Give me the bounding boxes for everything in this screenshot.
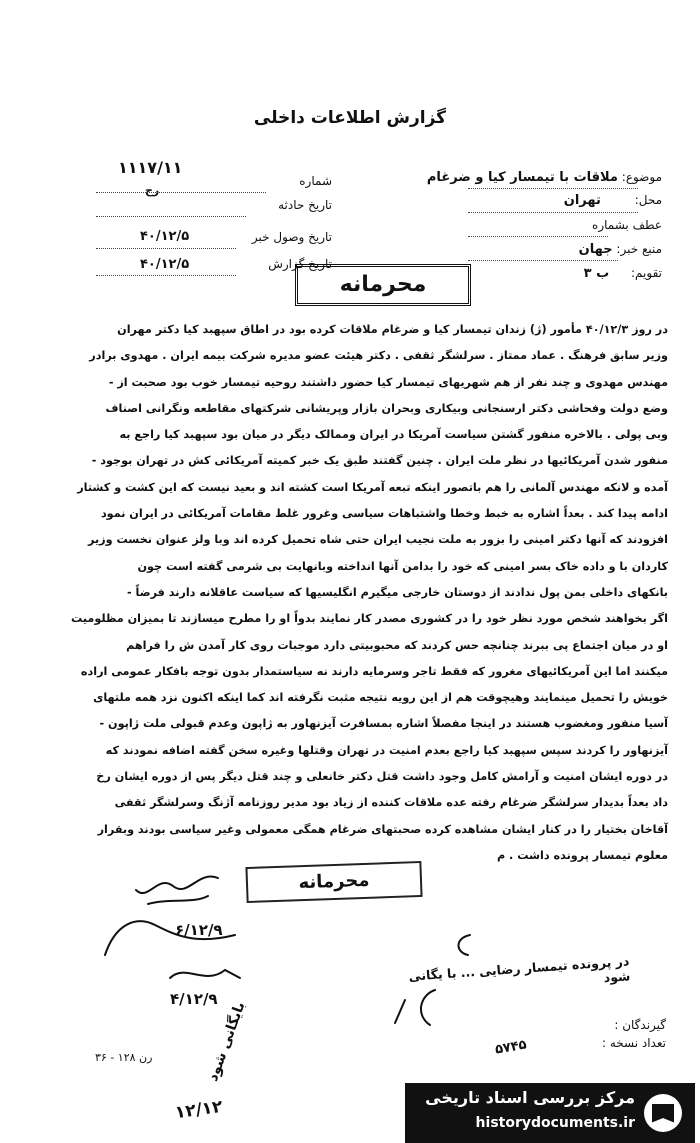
- number-value: ۱۱۱۷/۱۱: [118, 158, 183, 177]
- subject-label: موضوع:: [621, 170, 662, 184]
- event-date-label: تاریخ حادثه: [278, 198, 332, 212]
- confidential-stamp-bottom: محرمانه: [245, 861, 422, 903]
- report-date-label: تاریخ گزارش: [268, 257, 332, 271]
- confidential-stamp-top: محرمانه: [295, 264, 471, 306]
- body-line: مهندس مهدوی و چند نفر از هم شهریهای تیمسار کیا حضور داشتند روحیه تیمسار خوب بود صحبت از -: [108, 375, 668, 389]
- body-line: خویش را تحمیل مینمایند وهیچوقت هم از این رویه نتیجه مثبت نگرفته اند کما اینکه اکنون نزد همه ملتهای: [93, 691, 668, 705]
- report-date-value: ۴۰/۱۲/۵: [140, 257, 190, 272]
- signature-scribble: [385, 985, 445, 1030]
- location-field: [564, 193, 662, 208]
- watermark-banner: [405, 1083, 695, 1143]
- reference-line: [468, 236, 608, 237]
- report-date-line: [96, 275, 236, 276]
- body-line: در دوره ایشان امنیت و آرامش کامل وجود داشت قتل دکتر خانعلی و چند قتل دیگر پس از دوره ایشان رخ: [96, 770, 668, 784]
- body-line: معلوم تیمسار پرونده داشت . م: [496, 848, 668, 862]
- location-line: [468, 212, 638, 213]
- handwritten-date-1: ۶/۱۲/۹: [175, 921, 223, 939]
- reference-field: [592, 218, 662, 232]
- location-label: محل:: [634, 193, 662, 207]
- copies-field: [560, 1036, 666, 1050]
- copies-label: تعداد نسخه :: [601, 1036, 666, 1050]
- recipients-label: گیرندگان :: [614, 1018, 666, 1032]
- source-value: جهان: [578, 242, 613, 257]
- watermark-url: historydocuments.ir: [475, 1115, 635, 1131]
- archive-logo-icon: [641, 1091, 685, 1135]
- handwritten-note: در پرونده تیمسار رضایی ... با یگانی شود: [408, 953, 631, 986]
- body-line: وبی پولی . بالاخره منفور گشتن سیاست آمریکا در ایران وممالک دیگر در میان بود سپهبد کیا راجع به: [119, 428, 668, 442]
- body-line: آیزنهاور را کردند سپس سپهبد کیا راجع بعدم امنیت در تهران وقتلها وغیره سخن گفته اضافه نمودند که: [105, 743, 668, 757]
- body-line: وزیر سابق فرهنگ . عماد ممتاز . سرلشگر ثقفی . دکتر هیئت عضو مدیره شرکت بیمه ایران . مهدوی برادر: [89, 349, 668, 363]
- subject-field: [427, 170, 662, 185]
- form-number: رن ۱۲۸ - ۳۶: [95, 1051, 153, 1064]
- event-date-line: [96, 216, 246, 217]
- body-line: اگر بخواهند شخص مورد نظر خود را در کشوری مصدر کار نمایند بدواً او را مطرح میسازند تا بمیزان مظلومیت: [70, 612, 668, 626]
- source-line: [468, 260, 618, 261]
- subject-line: [468, 188, 638, 189]
- signature-scribble: [128, 868, 224, 908]
- report-body: [34, 317, 668, 869]
- location-value: تهران: [563, 193, 601, 208]
- body-line: او در میان اجتماع پی ببرند چنانچه حس کردند که محبوبیتی دارد موجبات روی کار آمدن ش را فراهم: [126, 638, 668, 652]
- body-line: کاردان با و داده خاک بسر امینی که خود را بدامن آنها انداخته وبانهایت بی شرمی گفته است چون: [137, 559, 668, 573]
- body-line: افزودند که آنها دکتر امینی را بزور به ملت نجیب ایران حتی شاه تحمیل کرده اند وبا ولز عنوان نخست وزیر: [88, 533, 668, 547]
- receipt-date-value: ۴۰/۱۲/۵: [140, 229, 190, 244]
- reference-label: عطف بشماره: [592, 218, 662, 232]
- source-label: منبع خبر:: [616, 242, 662, 256]
- watermark-name: مرکز بررسی اسناد تاریخی: [425, 1088, 635, 1107]
- body-line: آمده و لانکه مهندس آلمانی را هم باتصور اینکه تبعه آمریکا است کشته اند و بعید نیست که این کشت و کشتار: [77, 480, 668, 494]
- handwritten-date-3: ۱۲/۱۲: [173, 1096, 224, 1124]
- handwritten-archive: بایگانی شود: [205, 999, 249, 1084]
- receipt-date-line: [96, 248, 236, 249]
- signature-scribble: [165, 958, 245, 988]
- document-title: گزارش اطلاعات داخلی: [253, 108, 447, 128]
- body-line: در روز ۴۰/۱۲/۳ مأمور (ژ) زندان تیمسار کیا و ضرغام ملاقات کرده بود در اطاق سپهبد کیا دکتر مهران: [117, 323, 668, 336]
- evaluation-label: تقویم:: [631, 266, 662, 280]
- evaluation-field: [584, 266, 662, 281]
- number-sub: رح: [145, 184, 160, 197]
- body-line: آقاخان بختیار را در کنار ایشان مشاهده کرده صحبتهای ضرغام همگی معمولی وغیر سیاسی بودند وبقرار: [97, 822, 668, 836]
- receipt-date-field: [96, 230, 332, 244]
- body-line: منفور شدن آمریکائیها در نظر ملت ایران . چنین گفتند طبق یک خبر کمیته آمریکائی کش در تهران بوجود -: [91, 454, 668, 468]
- recipients-field: [560, 1018, 666, 1032]
- source-field: [579, 242, 662, 257]
- body-line: وضع دولت وفحاشی دکتر ارسنجانی وبیکاری وبحران بازار وپریشانی شرکتهای مقاطعه ونگرانی اصناف: [105, 401, 668, 415]
- subject-value: ملاقات با تیمسار کیا و ضرغام: [426, 170, 618, 185]
- event-date-field: [96, 198, 332, 212]
- body-line: آسیا منفور ومغضوب هستند در اینجا مفصلاً اشاره بمسافرت آیزنهاور به ژاپون وعدم قبولی ملت ژاپون -: [99, 717, 668, 731]
- signature-flourish: [95, 905, 245, 965]
- body-line: ادامه پیدا کند . بعداً اشاره به خبط وخطا واشتباهات سیاسی وغرور غلط مقامات آمریکائی در ایران نمود: [100, 507, 668, 521]
- evaluation-value: ب ۳: [583, 266, 610, 281]
- body-line: بانکهای داخلی بمن پول ندادند از دوستان خارجی میگیرم انگلیسیها که سیاست عاقلانه دارند فرضاً -: [127, 585, 668, 599]
- receipt-date-label: تاریخ وصول خبر: [251, 230, 332, 244]
- body-line: میکنند اما این آمریکائیهای مغرور که فقط تاجر وسرمایه دارند نه سیاستمدار بدون توجه بافکار عمومی اراده: [80, 664, 668, 678]
- signature-mark: [450, 930, 480, 960]
- body-line: داد بعداً بدیدار سرلشگر ضرغام رفته عده ملاقات کننده از زیاد بود مدیر روزنامه آژنگ وسرلشگر ثقفی: [114, 796, 668, 810]
- number-line: [96, 192, 266, 193]
- number-label: شماره: [299, 174, 332, 188]
- handwritten-date-2: ۴/۱۲/۹: [170, 990, 218, 1008]
- handwritten-number: ۵۷۴۵: [493, 1037, 528, 1058]
